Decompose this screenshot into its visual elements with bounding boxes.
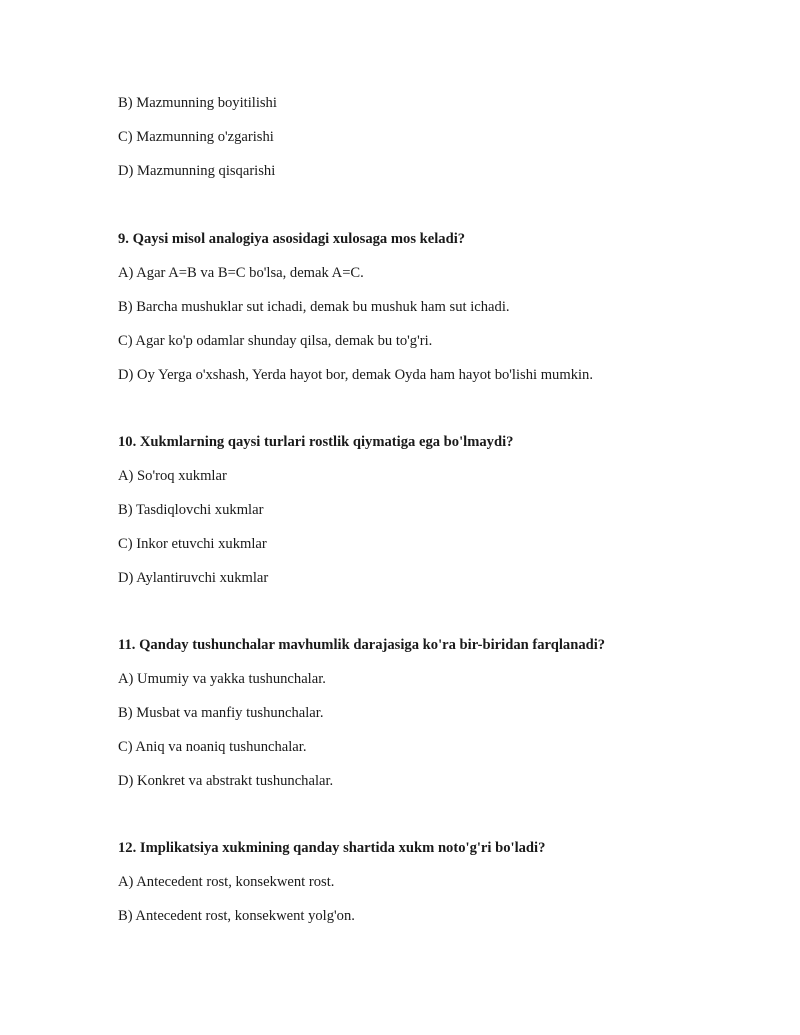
option-9d: D) Oy Yerga o'xshash, Yerda hayot bor, demak Oyda ham hayot bo'lishi mumkin. xyxy=(118,367,594,383)
option-11b: B) Musbat va manfiy tushunchalar. xyxy=(118,705,324,721)
option-12b: B) Antecedent rost, konsekwent yolg'on. xyxy=(118,908,355,924)
option-8d: D) Mazmunning qisqarishi xyxy=(118,163,276,179)
option-8c: C) Mazmunning o'zgarishi xyxy=(118,129,274,145)
option-12a: A) Antecedent rost, konsekwent rost. xyxy=(118,874,335,890)
option-11a: A) Umumiy va yakka tushunchalar. xyxy=(118,671,326,687)
question-10: 10. Xukmlarning qaysi turlari rostlik qiymatiga ega bo'lmaydi? xyxy=(118,434,514,450)
question-9: 9. Qaysi misol analogiya asosidagi xulosaga mos keladi? xyxy=(118,231,466,247)
option-11c: C) Aniq va noaniq tushunchalar. xyxy=(118,739,307,755)
option-11d: D) Konkret va abstrakt tushunchalar. xyxy=(118,773,334,789)
option-9b: B) Barcha mushuklar sut ichadi, demak bu mushuk ham sut ichadi. xyxy=(118,299,510,315)
option-10a: A) So'roq xukmlar xyxy=(118,468,227,484)
option-10b: B) Tasdiqlovchi xukmlar xyxy=(118,502,264,518)
option-9a: A) Agar A=B va B=C bo'lsa, demak A=C. xyxy=(118,265,364,281)
option-8b: B) Mazmunning boyitilishi xyxy=(118,95,277,111)
option-9c: C) Agar ko'p odamlar shunday qilsa, demak bu to'g'ri. xyxy=(118,333,433,349)
question-11: 11. Qanday tushunchalar mavhumlik darajasiga ko'ra bir-biridan farqlanadi? xyxy=(118,637,606,653)
question-12: 12. Implikatsiya xukmining qanday shartida xukm noto'g'ri bo'ladi? xyxy=(118,840,546,856)
option-10c: C) Inkor etuvchi xukmlar xyxy=(118,536,267,552)
option-10d: D) Aylantiruvchi xukmlar xyxy=(118,570,269,586)
